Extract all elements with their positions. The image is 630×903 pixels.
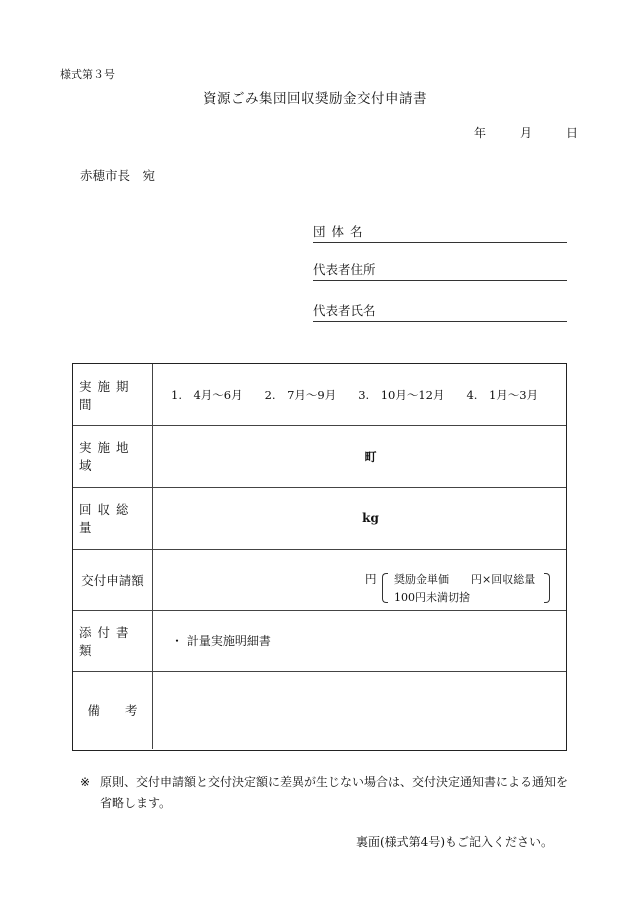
date-month: 月 [520,126,533,140]
date-line [474,124,578,141]
amount-label-cell [73,549,153,610]
period-content[interactable] [153,364,566,425]
note-mark: ※ [80,775,91,789]
period-option-1[interactable]: 1. 4月～6月 [171,387,243,402]
remarks-content[interactable] [153,671,566,749]
row-volume [73,487,566,550]
attachments-label: 添付書類 [79,624,135,658]
volume-content[interactable] [153,487,566,549]
attachment-item: ・ 計量実施明細書 [171,634,271,648]
rep-name-label: 代表者氏名 [313,303,376,318]
row-attachments [73,610,566,672]
period-option-2[interactable]: 2. 7月～9月 [264,387,337,402]
area-label-cell [73,425,153,487]
group-name-label: 団体名 [313,224,369,239]
date-day: 日 [566,126,579,140]
attachments-label-cell [73,610,153,671]
volume-label-cell [73,487,153,549]
row-period [73,364,566,426]
area-label: 実施地域 [79,440,135,473]
remarks-label-cell [73,671,153,749]
formula-line2: 100円未満切捨 [394,591,470,604]
period-option-4[interactable]: 4. 1月～3月 [466,387,539,402]
note-line2: 省略します。 [100,796,172,810]
amount-content[interactable] [153,549,566,610]
period-options [171,364,538,425]
footer-note [80,772,570,814]
formula-bracket [382,571,550,605]
formula-line1: 奨励金単価 円×回収総量 [394,573,536,586]
addressee: 赤穂市長 宛 [80,168,156,183]
remarks-label: 備 考 [87,703,138,718]
area-unit: 町 [364,449,377,464]
period-label-cell [73,364,153,425]
volume-unit: kg [362,511,379,525]
row-amount [73,549,566,611]
period-label: 実施期間 [79,378,135,412]
note-line1: 原則、交付申請額と交付決定額に差異が生じない場合は、交付決定通知書による通知を [100,775,569,789]
area-content[interactable] [153,425,566,487]
rep-address-field[interactable] [313,260,567,281]
group-name-field[interactable] [313,222,567,243]
period-option-3[interactable]: 3. 10月～12月 [358,387,445,402]
right-bracket [544,573,550,603]
left-bracket [382,573,388,603]
document-title: 資源ごみ集団回収奨励金交付申請書 [203,91,427,107]
back-side-note: 裏面(様式第4号)もご記入ください。 [356,835,553,849]
application-table [72,363,567,751]
rep-name-field[interactable] [313,301,567,322]
amount-label: 交付申請額 [81,572,144,588]
row-remarks [73,671,566,749]
row-area [73,425,566,488]
form-number: 様式第３号 [60,68,115,81]
attachments-content [153,610,566,671]
volume-label: 回収総量 [79,502,135,535]
rep-address-label: 代表者住所 [313,262,376,277]
date-year: 年 [474,126,487,140]
amount-unit: 円 [365,572,377,586]
